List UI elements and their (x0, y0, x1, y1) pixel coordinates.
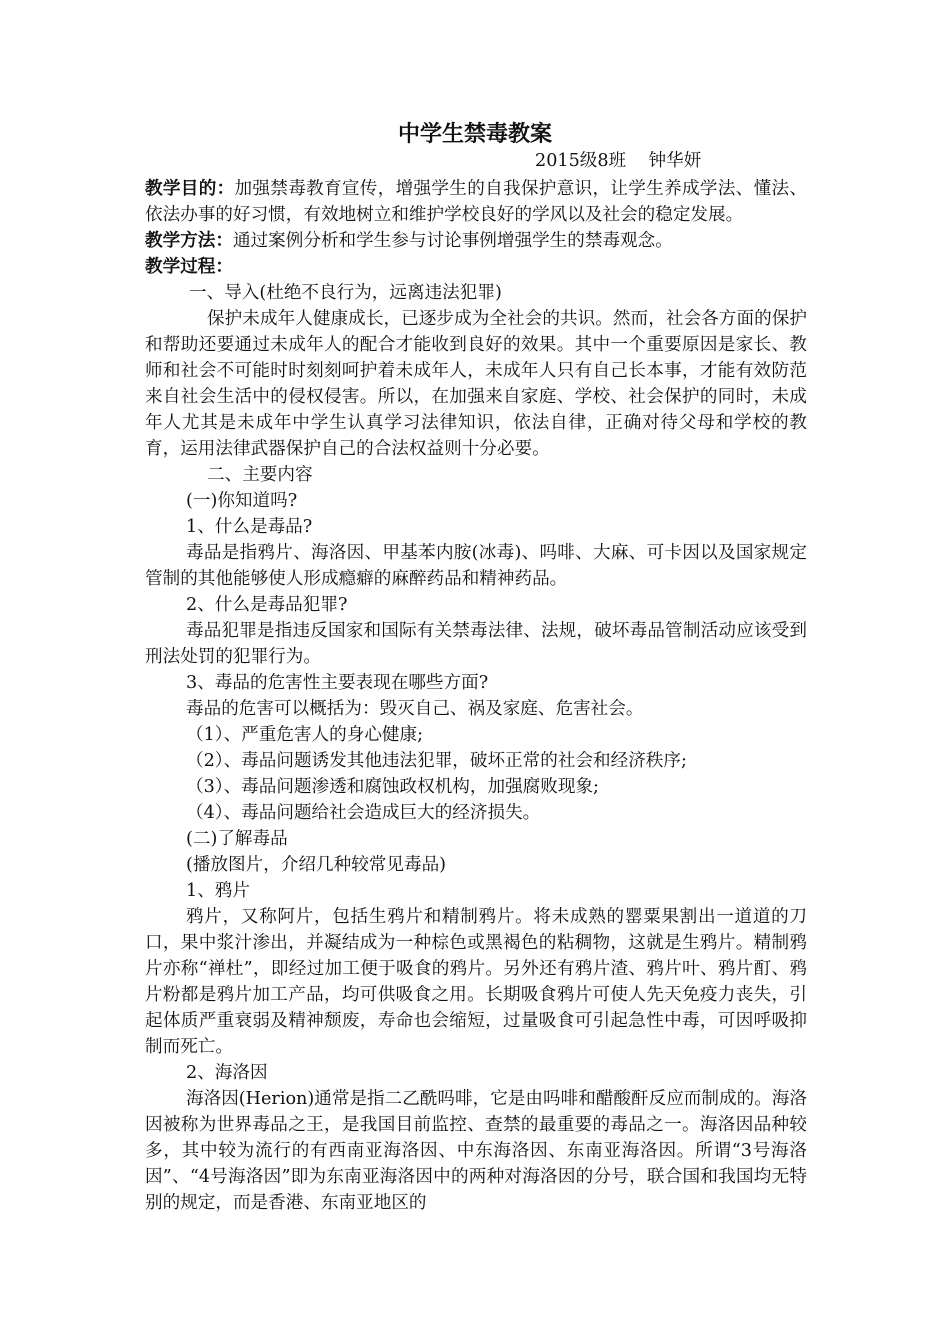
process-label: 教学过程： (145, 257, 233, 277)
drug1-text: 鸦片，又称阿片，包括生鸦片和精制鸦片。将未成熟的罂粟果割出一道道的刀口，果中浆汁渗出，并凝结成为一种棕色或黑褐色的粘稠物，这就是生鸦片。精制鸦片亦称“禅杜”，即经过加工便于吸食的鸦片。另外还有鸦片渣、鸦片叶、鸦片酊、鸦片粉都是鸦片加工产品，均可供吸食之用。长期吸食鸦片可使人先天免疫力丧失，引起体质严重衰弱及精神颓废，寿命也会缩短，过量吸食可引起急性中毒，可因呼吸抑制而死亡。 (145, 907, 807, 1057)
objective-text: 加强禁毒教育宣传，增强学生的自我保护意识，让学生养成学法、懂法、依法办事的好习惯，有效地树立和维护学校良好的学风以及社会的稳定发展。 (145, 179, 807, 225)
objective-label: 教学目的： (145, 179, 235, 199)
answer-1: 毒品是指鸦片、海洛因、甲基苯内胺(冰毒)、吗啡、大麻、可卡因以及国家规定管制的其他能够使人形成瘾癖的麻醉药品和精神药品。 (145, 543, 807, 589)
objective-paragraph (145, 176, 807, 228)
harm-item: （3）、毒品问题渗透和腐蚀政权机构，加强腐败现象; (186, 777, 599, 797)
harm-item: （4）、毒品问题给社会造成巨大的经济损失。 (186, 803, 541, 823)
answer-2: 毒品犯罪是指违反国家和国际有关禁毒法律、法规，破坏毒品管制活动应该受到刑法处罚的犯罪行为。 (145, 621, 807, 667)
subsection2-heading: (二)了解毒品 (186, 829, 288, 849)
question-1: 1、什么是毒品? (186, 517, 313, 537)
question-3: 3、毒品的危害性主要表现在哪些方面? (186, 673, 489, 693)
author-byline: 2015级8班 钟华妍 (535, 151, 702, 171)
harm-item: （2）、毒品问题诱发其他违法犯罪，破坏正常的社会和经济秩序; (186, 751, 687, 771)
question-2: 2、什么是毒品犯罪? (186, 595, 348, 615)
method-paragraph (145, 228, 807, 254)
section2-heading: 二、主要内容 (207, 465, 313, 485)
section1-text: 保护未成年人健康成长，已逐步成为全社会的共识。然而，社会各方面的保护和帮助还要通过未成年人的配合才能收到良好的效果。其中一个重要原因是家长、教师和社会不可能时时刻刻呵护着未成年人，未成年人只有自己长本事，才能有效防范来自社会生活中的侵权侵害。所以，在加强来自家庭、学校、社会保护的同时，未成年人尤其是未成年中学生认真学习法律知识，依法自律，正确对待父母和学校的教育，运用法律武器保护自己的合法权益则十分必要。 (145, 309, 807, 459)
subsection2-note: (播放图片，介绍几种较常见毒品) (186, 855, 447, 875)
drug2-text: 海洛因(Herion)通常是指二乙酰吗啡，它是由吗啡和醋酸酐反应而制成的。海洛因被称为世界毒品之王，是我国目前监控、查禁的最重要的毒品之一。海洛因品种较多，其中较为流行的有西南亚海洛因、中东海洛因、东南亚海洛因。所谓“3号海洛因”、“4号海洛因”即为东南亚海洛因中的两种对海洛因的分号，联合国和我国均无特别的规定，而是香港、东南亚地区的 (145, 1089, 807, 1213)
section1-heading: 一、导入(杜绝不良行为，远离违法犯罪) (189, 283, 502, 303)
method-label: 教学方法： (145, 231, 233, 251)
document-title: 中学生禁毒教案 (397, 122, 552, 147)
subsection1-heading: (一)你知道吗? (186, 491, 298, 511)
harm-item: （1）、严重危害人的身心健康; (186, 725, 424, 745)
drug1-heading: 1、鸦片 (186, 881, 250, 901)
answer-3: 毒品的危害可以概括为：毁灭自己、祸及家庭、危害社会。 (186, 699, 644, 719)
document-body (145, 176, 807, 1216)
drug2-heading: 2、海洛因 (186, 1063, 268, 1083)
method-text: 通过案例分析和学生参与讨论事例增强学生的禁毒观念。 (232, 231, 673, 251)
